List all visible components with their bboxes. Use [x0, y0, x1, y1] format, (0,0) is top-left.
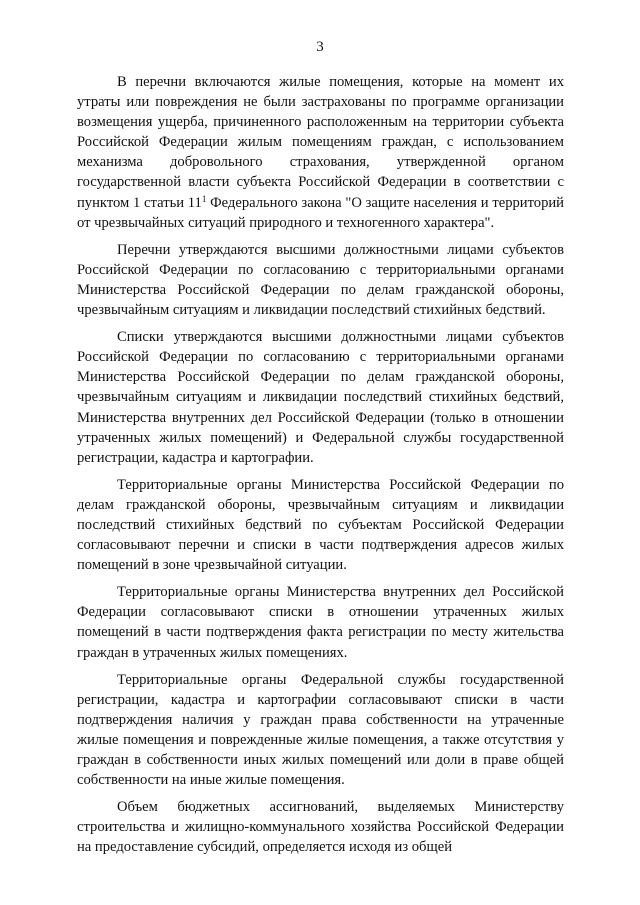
paragraph-lists-approval: Перечни утверждаются высшими должностными лицами субъектов Российской Федерации по согласованию с территориальными органами Министерства Российской Федерации по делам гражданской обороны, чрезвычайным ситуациям и ликвидации последствий стихийных бедствий.	[77, 241, 564, 319]
article-superscript: 1	[201, 193, 207, 204]
paragraph-interior-ministry-coordination: Территориальные органы Министерства внутренних дел Российской Федерации согласовывают списки в отношении утраченных жилых помещений в части подтверждения факта регистрации по месту жительства граждан в утраченных жилых помещениях.	[77, 584, 564, 661]
paragraph-text-part: Федерального закона "О защите населения и территорий от чрезвычайных ситуаций природного и техногенного характера".	[77, 194, 564, 231]
page-number: 3	[316, 39, 324, 55]
document-body	[77, 72, 564, 857]
paragraph-inclusion-criteria	[77, 72, 564, 233]
paragraph-registers-approval: Списки утверждаются высшими должностными лицами субъектов Российской Федерации по согласованию с территориальными органами Министерства Российской Федерации по делам гражданской обороны, чрезвычайным ситуациям и ликвидации последствий стихийных бедствий, Министерства внутренних дел Российской Федерации (только в отношении утраченных жилых помещений) и Федеральной службы государственной регистрации, кадастра и картографии.	[77, 329, 564, 466]
paragraph-budget-allocation: Объем бюджетных ассигнований, выделяемых Министерству строительства и жилищно-коммунального хозяйства Российской Федерации на предоставление субсидий, определяется исходя из общей	[77, 799, 564, 856]
paragraph-emergency-ministry-coordination: Территориальные органы Министерства Российской Федерации по делам гражданской обороны, чрезвычайным ситуациям и ликвидации последствий стихийных бедствий по субъектам Российской Федерации согласовывают перечни и списки в части подтверждения адресов жилых помещений в зоне чрезвычайной ситуации.	[77, 476, 564, 574]
paragraph-registry-service-coordination: Территориальные органы Федеральной службы государственной регистрации, кадастра и картографии согласовывают списки в части подтверждения наличия у граждан права собственности на утраченные жилые помещения и поврежденные жилые помещения, а также отсутствия у граждан в собственности иных жилых помещений или доли в праве общей собственности на иные жилые помещения.	[77, 671, 564, 789]
paragraph-text-part: В перечни включаются жилые помещения, которые на момент их утраты или повреждения не были застрахованы по программе организации возмещения ущерба, причиненного расположенным на территории субъекта Российской Федерации жилым помещениям граждан, с использованием механизма добровольного страхования, утвержденной органом государственной власти субъекта Российской Федерации в соответствии с пунктом 1 статьи 11	[77, 74, 564, 211]
